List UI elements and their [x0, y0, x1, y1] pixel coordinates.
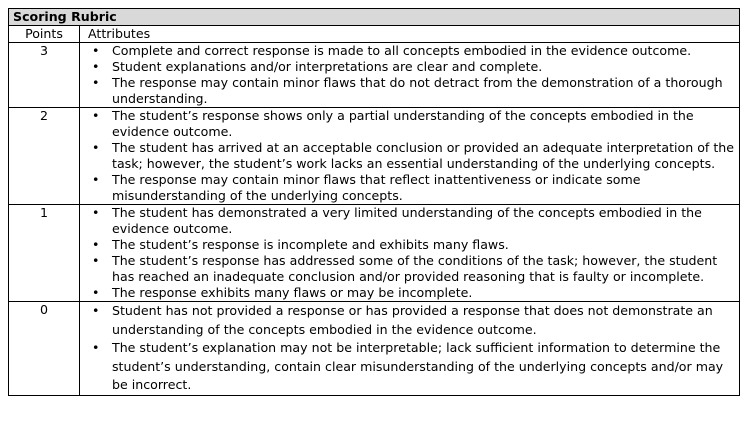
- attribute-item: [80, 253, 735, 285]
- bullet-icon: •: [92, 75, 100, 90]
- bullet-icon: •: [92, 43, 100, 58]
- attribute-list: [80, 43, 735, 107]
- bullet-icon: •: [92, 172, 100, 187]
- attributes-cell: [80, 205, 740, 302]
- rubric-row: [9, 43, 740, 108]
- attribute-item: [80, 172, 735, 204]
- rubric-row: [9, 302, 740, 396]
- attribute-item: [80, 43, 735, 59]
- header-row: [9, 26, 740, 43]
- title-row: [9, 9, 740, 26]
- attribute-list: [80, 205, 735, 301]
- attributes-cell: [80, 302, 740, 396]
- bullet-icon: •: [92, 237, 100, 252]
- attribute-item: [80, 75, 735, 107]
- bullet-icon: •: [92, 140, 100, 155]
- points-value: 1: [9, 205, 80, 302]
- attribute-item: [80, 302, 735, 339]
- points-value: 2: [9, 108, 80, 205]
- attribute-item: [80, 237, 735, 253]
- attribute-text: The student’s response shows only a partial understanding of the concepts embodied in the evidence outcome.: [112, 108, 694, 139]
- bullet-icon: •: [92, 340, 100, 355]
- attribute-item: [80, 339, 735, 395]
- attribute-list: [80, 302, 735, 395]
- attribute-text: The student’s response has addressed some of the conditions of the task; however, the student has reached an inadequate conclusion and/or provided reasoning that is faulty or incomplete.: [112, 253, 718, 284]
- rubric-title: Scoring Rubric: [9, 9, 740, 26]
- attribute-item: [80, 108, 735, 140]
- attribute-text: Complete and correct response is made to all concepts embodied in the evidence outcome.: [112, 43, 692, 58]
- attribute-item: [80, 59, 735, 75]
- bullet-icon: •: [92, 303, 100, 318]
- attribute-text: The response may contain minor flaws that reflect inattentiveness or indicate some misunderstanding of the underlying concepts.: [112, 172, 641, 203]
- attributes-header: Attributes: [80, 26, 740, 43]
- bullet-icon: •: [92, 108, 100, 123]
- attribute-text: The student has demonstrated a very limited understanding of the concepts embodied in the evidence outcome.: [112, 205, 702, 236]
- attribute-text: Student has not provided a response or has provided a response that does not demonstrate an understanding of the concepts embodied in the evidence outcome.: [112, 303, 713, 337]
- attribute-list: [80, 108, 735, 204]
- rubric-row: [9, 205, 740, 302]
- attribute-text: The student’s explanation may not be interpretable; lack sufficient information to determine the student’s understanding, contain clear misunderstanding of the underlying concepts and/or may be incorrect.: [112, 340, 724, 392]
- attribute-item: [80, 205, 735, 237]
- attribute-text: The student has arrived at an acceptable conclusion or provided an adequate interpretation of the task; however, the student’s work lacks an essential understanding of the underlying concepts.: [112, 140, 735, 171]
- points-value: 3: [9, 43, 80, 108]
- bullet-icon: •: [92, 205, 100, 220]
- bullet-icon: •: [92, 253, 100, 268]
- rubric-body: [9, 43, 740, 396]
- attribute-text: The response may contain minor flaws that do not detract from the demonstration of a thorough understanding.: [112, 75, 723, 106]
- attribute-text: The response exhibits many flaws or may be incomplete.: [112, 285, 473, 300]
- bullet-icon: •: [92, 285, 100, 300]
- points-header: Points: [9, 26, 80, 43]
- scoring-rubric-table: [8, 8, 740, 396]
- attribute-item: [80, 285, 735, 301]
- points-value: 0: [9, 302, 80, 396]
- attribute-item: [80, 140, 735, 172]
- attribute-text: Student explanations and/or interpretations are clear and complete.: [112, 59, 543, 74]
- rubric-row: [9, 108, 740, 205]
- attribute-text: The student’s response is incomplete and exhibits many flaws.: [112, 237, 509, 252]
- attributes-cell: [80, 43, 740, 108]
- attributes-cell: [80, 108, 740, 205]
- bullet-icon: •: [92, 59, 100, 74]
